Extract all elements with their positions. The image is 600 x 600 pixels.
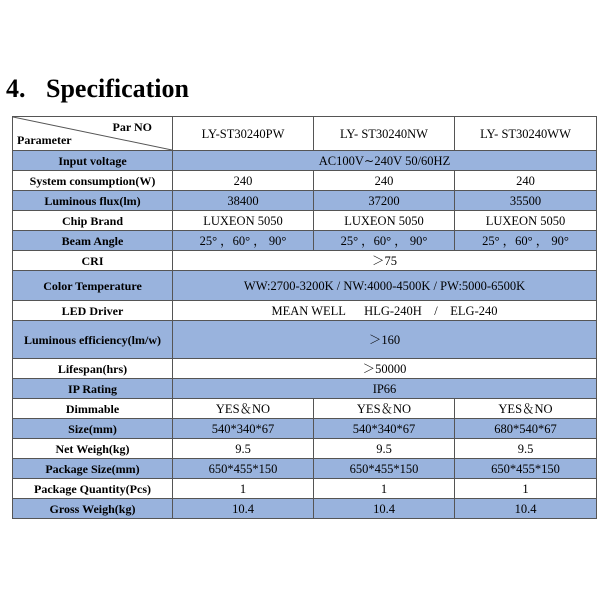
row-label: CRI	[13, 251, 173, 271]
merged-value: ＞160	[173, 321, 597, 359]
row-label: Beam Angle	[13, 231, 173, 251]
value-cell: 25° ，60° ， 90°	[314, 231, 455, 251]
value-cell: 10.4	[314, 499, 455, 519]
row-label: Package Quantity(Pcs)	[13, 479, 173, 499]
value-cell: 37200	[314, 191, 455, 211]
value-cell: 9.5	[173, 439, 314, 459]
row-led-driver	[13, 301, 597, 321]
value-cell: 1	[173, 479, 314, 499]
merged-value: ＞50000	[173, 359, 597, 379]
value-cell: 1	[455, 479, 597, 499]
value-cell: 9.5	[314, 439, 455, 459]
value-cell: 240	[455, 171, 597, 191]
value-cell: 25° ，60° ， 90°	[173, 231, 314, 251]
row-net-weight	[13, 439, 597, 459]
model-header-1: LY-ST30240PW	[173, 117, 314, 151]
model-header-2: LY- ST30240NW	[314, 117, 455, 151]
value-cell: YES＆NO	[173, 399, 314, 419]
value-cell: YES＆NO	[455, 399, 597, 419]
corner-top-label: Par NO	[112, 120, 152, 134]
header-row	[13, 117, 597, 151]
row-package-quantity	[13, 479, 597, 499]
merged-value: ＞75	[173, 251, 597, 271]
value-cell: 10.4	[455, 499, 597, 519]
row-cri	[13, 251, 597, 271]
row-input-voltage	[13, 151, 597, 171]
value-cell: 35500	[455, 191, 597, 211]
model-header-3: LY- ST30240WW	[455, 117, 597, 151]
row-label: Dimmable	[13, 399, 173, 419]
row-package-size	[13, 459, 597, 479]
section-heading	[6, 74, 189, 104]
value-cell: LUXEON 5050	[314, 211, 455, 231]
row-luminous-flux	[13, 191, 597, 211]
row-dimmable	[13, 399, 597, 419]
merged-value: AC100V∼240V 50/60HZ	[173, 151, 597, 171]
row-label: Luminous efficiency(lm/w)	[13, 321, 173, 359]
corner-bottom-label: Parameter	[17, 133, 72, 147]
value-cell: 10.4	[173, 499, 314, 519]
value-cell: 240	[173, 171, 314, 191]
value-cell: 38400	[173, 191, 314, 211]
section-number: 4.	[6, 74, 26, 103]
row-luminous-efficiency	[13, 321, 597, 359]
row-ip-rating	[13, 379, 597, 399]
row-label: Size(mm)	[13, 419, 173, 439]
row-label: Color Temperature	[13, 271, 173, 301]
value-cell: 1	[314, 479, 455, 499]
value-cell: YES＆NO	[314, 399, 455, 419]
value-cell: 680*540*67	[455, 419, 597, 439]
row-label: Luminous flux(lm)	[13, 191, 173, 211]
row-size	[13, 419, 597, 439]
row-label: Net Weigh(kg)	[13, 439, 173, 459]
row-gross-weight	[13, 499, 597, 519]
value-cell: LUXEON 5050	[455, 211, 597, 231]
row-label: Gross Weigh(kg)	[13, 499, 173, 519]
merged-value: WW:2700-3200K / NW:4000-4500K / PW:5000-6500K	[173, 271, 597, 301]
corner-cell	[13, 117, 173, 151]
merged-value: IP66	[173, 379, 597, 399]
section-title: Specification	[46, 74, 189, 103]
row-label: Lifespan(hrs)	[13, 359, 173, 379]
value-cell: 240	[314, 171, 455, 191]
row-label: Input voltage	[13, 151, 173, 171]
value-cell: 540*340*67	[314, 419, 455, 439]
row-lifespan	[13, 359, 597, 379]
merged-value: MEAN WELL HLG-240H / ELG-240	[173, 301, 597, 321]
row-beam-angle	[13, 231, 597, 251]
value-cell: LUXEON 5050	[173, 211, 314, 231]
row-chip-brand	[13, 211, 597, 231]
value-cell: 650*455*150	[173, 459, 314, 479]
value-cell: 650*455*150	[314, 459, 455, 479]
row-label: Chip Brand	[13, 211, 173, 231]
value-cell: 650*455*150	[455, 459, 597, 479]
row-label: LED Driver	[13, 301, 173, 321]
value-cell: 25° ，60° ， 90°	[455, 231, 597, 251]
row-label: IP Rating	[13, 379, 173, 399]
row-label: System consumption(W)	[13, 171, 173, 191]
specification-table	[12, 116, 597, 519]
value-cell: 9.5	[455, 439, 597, 459]
row-label: Package Size(mm)	[13, 459, 173, 479]
row-system-consumption	[13, 171, 597, 191]
row-color-temperature	[13, 271, 597, 301]
value-cell: 540*340*67	[173, 419, 314, 439]
